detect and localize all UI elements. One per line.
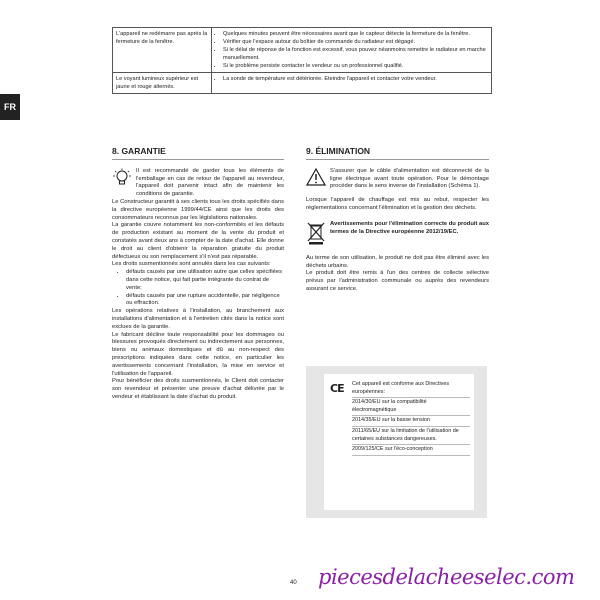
conformity-line: 2009/125/CE sur l'éco-conception bbox=[352, 445, 470, 456]
table-row bbox=[113, 73, 492, 94]
paragraph: Le Constructeur garantit à ses clients tous les droits spécifiés dans la directive européenne 1999/44/CE ainsi que les droits des consommateurs reconnus par les législations nationales. bbox=[112, 198, 284, 221]
paragraph: Pour bénéficier des droits susmentionnés, le Client doit contacter son revendeur et présenter une preuve d'achat délivrée par le vendeur et établissant la date d'achat du produit. bbox=[112, 378, 284, 400]
conformity-panel bbox=[324, 374, 474, 510]
conformity-line: 2014/30/EU sur la compatibilité électromagnétique bbox=[352, 398, 470, 416]
conformity-line: Cet appareil est conforme aux Directives européennes: bbox=[352, 380, 470, 398]
page-number: 40 bbox=[290, 580, 297, 586]
table-row bbox=[113, 28, 492, 73]
weee-block bbox=[306, 221, 489, 245]
tip-text: Il est recommandé de garder tous les éléments de l'emballage en cas de retour de l'appareil au revendeur, l'appareil doit parvenir intact afin de maintenir les conditions de garantie. bbox=[136, 167, 284, 198]
warning-triangle-icon bbox=[306, 168, 326, 191]
conformity-list bbox=[352, 380, 470, 456]
conformity-line: 2011/65/EU sur la limitation de l'utilisation de certaines substances dangereuses. bbox=[352, 427, 470, 445]
conformity-line: 2014/35/EU sur la basse tension bbox=[352, 416, 470, 427]
language-tab bbox=[0, 94, 20, 120]
exclusion-list bbox=[112, 269, 284, 308]
problem-cell: Le voyant lumineux supérieur est jaune et rouge alternés. bbox=[113, 73, 212, 94]
list-item: • défauts causés par une utilisation autre que celles spécifiées dans cette notice, qui fait partie intégrante du contrat de vente; bbox=[126, 269, 284, 292]
section-title: 8. GARANTIE bbox=[112, 148, 284, 160]
list-item: • Vérifier que l'espace autour du boîtier de commande du radiateur est dégagé. bbox=[223, 38, 488, 46]
crossed-bin-icon bbox=[306, 221, 326, 245]
garantie-section bbox=[112, 148, 284, 402]
warning-block bbox=[306, 168, 489, 191]
paragraph: La garantie couvre notamment les non-conformités et les défauts de production existant au moment de la vente du produit et constatés avant deux ans à compter de la date d'achat. Elle donne le droit au client d'obtenir la réparation gratuite du produit défectueux ou son remplacement s'il n'est pas réparable. bbox=[112, 222, 284, 260]
weee-text: Avertissements pour l'élimination correcte du produit aux termes de la Directive européenne 2012/19/EC. bbox=[330, 220, 490, 235]
solution-cell bbox=[212, 73, 492, 94]
list-item: • Si le problème persiste contacter le vendeur ou un professionnel qualifié. bbox=[223, 62, 488, 70]
problem-cell: L'appareil ne redémarre pas après la fermeture de la fenêtre. bbox=[113, 28, 212, 73]
paragraph: Les opérations relatives à l'installation, au branchement aux installations d'alimentation et à l'entretien cités dans la notice sont exclues de la garantie. bbox=[112, 308, 284, 330]
watermark: piecesdelacheeselec.com bbox=[318, 565, 575, 589]
paragraph: Le fabricant décline toute responsabilité pour les dommages ou blessures provoqués directement ou indirectement aux personnes, biens ou animaux domestiques et dû au non-respect des prescriptions indiquées dans cette notice, en particulier les avertissements concernant l'installation, la mise en service et l'utilisation de l'appareil. bbox=[112, 331, 284, 377]
elimination-section bbox=[306, 148, 489, 294]
language-label: FR bbox=[4, 102, 16, 112]
list-item: • défauts causés par une rupture accidentelle, par négligence ou effraction. bbox=[126, 293, 284, 309]
paragraph: Au terme de son utilisation, le produit ne doit pas être éliminé avec les déchets urbains. bbox=[306, 254, 489, 269]
list-item: • Quelques minutes peuvent être nécessaires avant que le capteur détecte la fermeture de la fenêtre. bbox=[223, 30, 488, 38]
section-title: 9. ÉLIMINATION bbox=[306, 148, 489, 160]
paragraph: Les droits susmentionnés sont annulés dans les cas suivants: bbox=[112, 261, 271, 268]
lightbulb-icon bbox=[112, 168, 132, 199]
tip-block bbox=[112, 168, 284, 199]
list-item: • La sonde de température est détériorée. Eteindre l'appareil et contacter votre vendeur. bbox=[223, 75, 488, 83]
warning-text: S'assurer que le câble d'alimentation est déconnecté de la ligne électrique avant toute opération. Pour le démontage procéder dans le sens inverse de l'installation (Schéma 1). bbox=[330, 167, 489, 190]
conformity-box bbox=[306, 366, 487, 518]
ce-mark-icon: CE bbox=[330, 382, 344, 395]
paragraph: Lorsque l'appareil de chauffage est mis au rebut, respecter les réglementations concernant l'élimination et la gestion des déchets. bbox=[306, 197, 489, 211]
solution-cell bbox=[212, 28, 492, 73]
paragraph: Le produit doit être remis à l'un des centres de collecte sélective prévus par l'administration communale ou auprès des revendeurs assurant ce service. bbox=[306, 270, 489, 292]
list-item: • Si le délai de réponse de la fonction est excessif, vous pouvez néanmoins remettre le radiateur en marche manuellement. bbox=[223, 46, 488, 62]
troubleshooting-table bbox=[112, 27, 492, 94]
